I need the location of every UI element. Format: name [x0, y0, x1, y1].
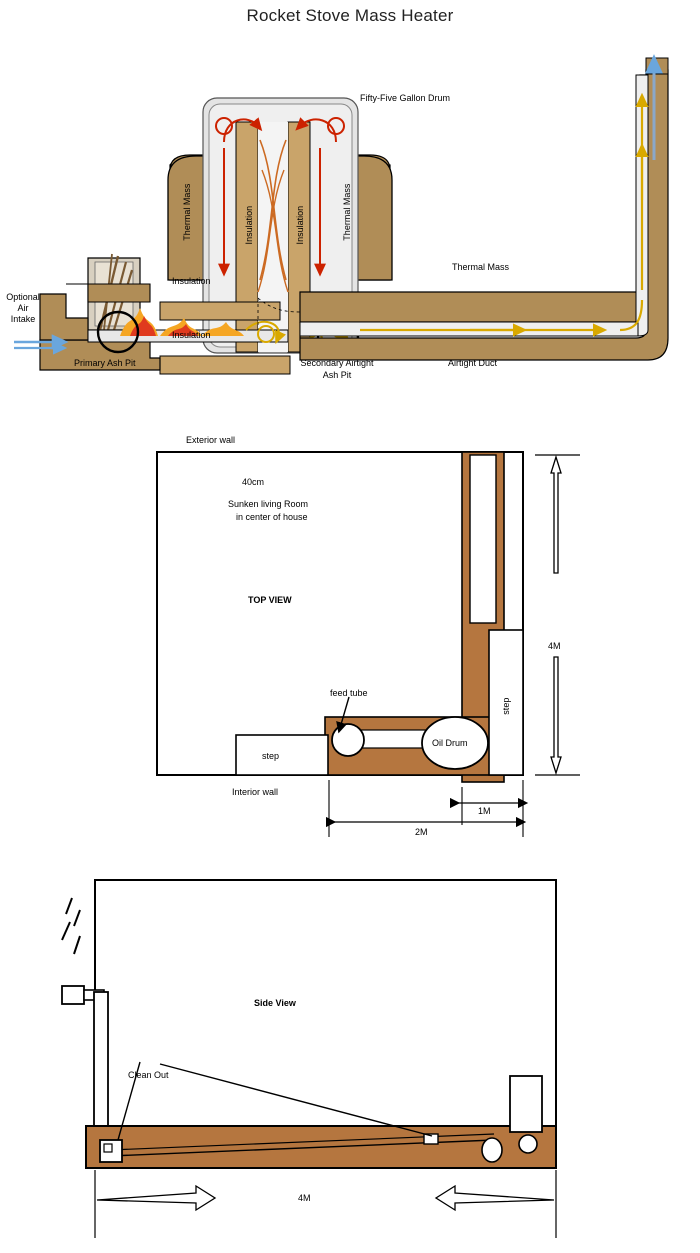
- label-sunken-room-line1: Sunken living Room: [228, 499, 309, 509]
- label-optional-air-intake-line1: Optional: [6, 292, 40, 302]
- label-secondary-ash-pit-line1: Secondary Airtight: [300, 358, 374, 368]
- label-2m: 2M: [415, 827, 428, 837]
- label-insulation-left: Insulation: [243, 205, 254, 245]
- label-optional-air-intake-line3: Intake: [10, 314, 36, 324]
- top-view-svg: [0, 425, 700, 865]
- label-fifty-five-gallon-drum: Fifty-Five Gallon Drum: [360, 93, 451, 103]
- label-4m-vertical: 4M: [548, 641, 561, 651]
- label-4m-side: 4M: [298, 1193, 311, 1203]
- label-step-right: step: [500, 697, 511, 715]
- label-thermal-mass-left: Thermal Mass: [181, 183, 192, 241]
- label-insulation-top: Insulation: [172, 276, 211, 286]
- label-primary-ash-pit: Primary Ash Pit: [74, 358, 136, 368]
- side-view-svg: [0, 868, 700, 1253]
- label-40cm: 40cm: [242, 477, 265, 487]
- figure-side-view: [0, 868, 700, 1253]
- label-insulation-right: Insulation: [294, 205, 305, 245]
- label-insulation-bottom: Insulation: [172, 330, 211, 340]
- label-sunken-room-line2: in center of house: [236, 512, 308, 522]
- label-interior-wall: Interior wall: [232, 787, 279, 797]
- label-thermal-mass-duct: Thermal Mass: [452, 262, 510, 272]
- label-top-view: TOP VIEW: [248, 595, 292, 605]
- label-exterior-wall: Exterior wall: [186, 435, 236, 445]
- page-title: Rocket Stove Mass Heater: [246, 6, 454, 25]
- label-thermal-mass-right: Thermal Mass: [341, 183, 352, 241]
- label-airtight-duct: Airtight Duct: [448, 358, 498, 368]
- label-oil-drum: Oil Drum: [432, 738, 468, 748]
- figure-cutaway: [0, 30, 700, 400]
- label-optional-air-intake-line2: Air: [17, 303, 29, 313]
- figure-top-view: [0, 425, 700, 865]
- label-secondary-ash-pit-line2: Ash Pit: [322, 370, 352, 380]
- label-feed-tube: feed tube: [330, 688, 368, 698]
- label-1m: 1M: [478, 806, 491, 816]
- label-step-left: step: [262, 751, 280, 761]
- label-side-view: Side View: [254, 998, 296, 1008]
- label-clean-out: Clean Out: [128, 1070, 169, 1080]
